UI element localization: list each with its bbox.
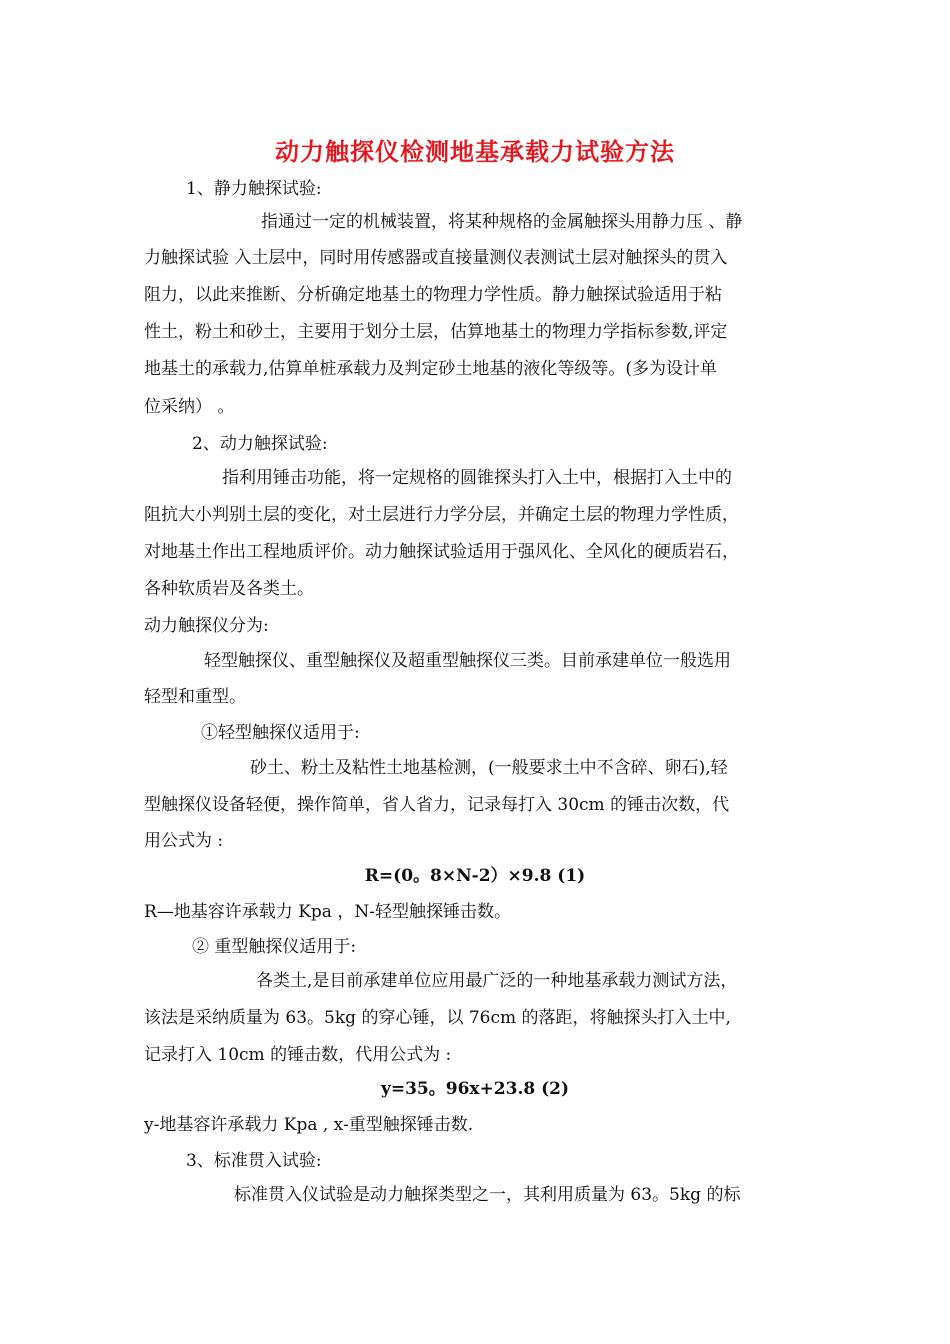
paragraph-line: 型触探仪设备轻便，操作简单，省人省力，记录每打入 30cm 的锤击次数，代: [144, 795, 730, 815]
paragraph-line: 对地基土作出工程地质评价。动力触探试验适用于强风化、全风化的硬质岩石，: [144, 542, 739, 562]
paragraph-line: 各类土,是目前承建单位应用最广泛的一种地基承载力测试方法，: [256, 971, 738, 991]
paragraph-line: 地基土的承载力,估算单桩承载力及判定砂土地基的液化等级等。(多为设计单: [144, 359, 718, 379]
paragraph-line: 记录打入 10cm 的锤击数，代用公式为 :: [144, 1045, 452, 1065]
subheading-heavy-probe: ② 重型触探仪适用于:: [192, 937, 357, 957]
section-heading-dynamic-probing: 2、动力触探试验:: [192, 434, 328, 454]
document-title: 动力触探仪检测地基承载力试验方法: [275, 137, 675, 166]
paragraph-line: 该法是采纳质量为 63。5kg 的穿心锤，以 76cm 的落距，将触探头打入土中,: [144, 1008, 731, 1028]
section-heading-spt: 3、标准贯入试验:: [186, 1151, 322, 1171]
subheading-light-probe: ①轻型触探仪适用于:: [201, 723, 360, 743]
paragraph-line: 力触探试验 入土层中，同时用传感器或直接量测仪表测试土层对触探头的贯入: [144, 248, 728, 268]
paragraph-line: 阻抗大小判别土层的变化，对土层进行力学分层，并确定土层的物理力学性质，: [144, 505, 739, 525]
paragraph-line: 位采纳） 。: [144, 397, 235, 417]
paragraph-line: 指利用锤击功能，将一定规格的圆锥探头打入土中，根据打入土中的: [222, 468, 732, 488]
section-heading-static-cpt: 1、静力触探试验:: [186, 179, 322, 199]
formula-1: R=(0。8×N-2）×9.8 (1): [364, 866, 586, 886]
paragraph-line: 轻型触探仪、重型触探仪及超重型触探仪三类。目前承建单位一般选用: [204, 651, 731, 671]
paragraph-line: 指通过一定的机械装置，将某种规格的金属触探头用静力压 、静: [261, 212, 743, 232]
paragraph-line: R—地基容许承载力 Kpa ，N-轻型触探锤击数。: [144, 902, 511, 922]
paragraph-line: y-地基容许承载力 Kpa , x-重型触探锤击数.: [144, 1115, 474, 1135]
paragraph-line: 轻型和重型。: [144, 687, 246, 707]
paragraph-line: 性土，粉土和砂土，主要用于划分土层，估算地基土的物理力学指标参数,评定: [144, 322, 728, 342]
paragraph-line: 砂土、粉土及粘性土地基检测，(一般要求土中不含碎、卵石),轻: [250, 758, 728, 778]
paragraph-line: 各种软质岩及各类土。: [144, 579, 314, 599]
paragraph-line: 阻力，以此来推断、分析确定地基土的物理力学性质。静力触探试验适用于粘: [144, 285, 722, 305]
paragraph-line: 标准贯入仪试验是动力触探类型之一，其利用质量为 63。5kg 的标: [234, 1185, 741, 1205]
subheading-instrument-types: 动力触探仪分为:: [144, 616, 269, 636]
formula-2: y=35。96x+23.8 (2): [380, 1079, 570, 1099]
paragraph-line: 用公式为 :: [144, 831, 224, 851]
